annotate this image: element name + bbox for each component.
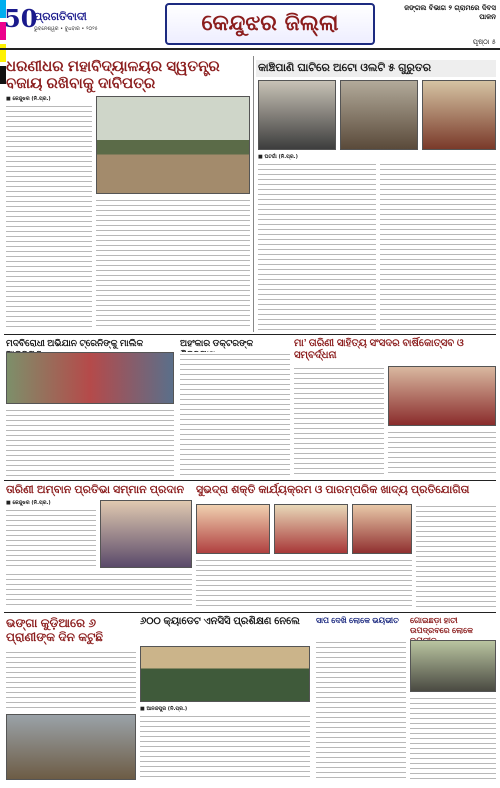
section-divider bbox=[4, 612, 496, 613]
story-headline[interactable]: ଭଙ୍ଗା କୁଡ଼ିଆରେ ୬ ପ୍ରାଣୀଙ୍କ ଦିନ କଟୁଛି bbox=[6, 616, 103, 644]
story-headline[interactable]: ସାପ ଦେଖି ଲୋକେ ଭୟଭୀତ bbox=[316, 616, 399, 625]
side-headline[interactable]: କାଞ୍ଚିପାଣି ଘାଟିରେ ଅଟୋ ଓଲଟି ୫ ଗୁରୁତର bbox=[256, 60, 496, 77]
story-headline[interactable]: ଗୋଇଛଡ଼ା ହାତୀ ଉପଦ୍ରବରେ ଲୋକେ bbox=[410, 616, 473, 635]
article-text bbox=[380, 162, 496, 330]
story-headline[interactable]: ୬୦୦ କ୍ୟାଡେଟ ଏନସିସି ପ୍ରଶିକ୍ଷଣ ନେଲେ bbox=[140, 616, 300, 627]
protest-photo[interactable] bbox=[96, 96, 250, 194]
byline: ■ ଆନନ୍ଦପୁର (ନି.ପ୍ର.) bbox=[140, 706, 188, 712]
event-photo-1[interactable] bbox=[196, 504, 270, 554]
logo-name: ପ୍ରଗତିବାଦୀ bbox=[34, 10, 87, 23]
felicitation-photo[interactable] bbox=[388, 366, 496, 426]
article-text bbox=[316, 640, 406, 780]
newspaper-logo[interactable] bbox=[4, 4, 130, 42]
article-text bbox=[416, 504, 496, 608]
ncc-photo[interactable] bbox=[140, 646, 310, 702]
elephant-photo[interactable] bbox=[410, 640, 496, 692]
article-text bbox=[294, 366, 384, 476]
page-title: କେନ୍ଦୁଝର ଜିଲ୍ଲା bbox=[165, 3, 375, 45]
article-text bbox=[6, 650, 136, 710]
article-text bbox=[96, 198, 250, 330]
event-photo-2[interactable] bbox=[274, 504, 348, 554]
story-headline[interactable]: ଅହଂକାର ଡକ୍ଟରଙ୍କ bbox=[180, 338, 254, 348]
column-rule bbox=[253, 56, 254, 332]
accident-photo-3[interactable] bbox=[422, 80, 496, 150]
article-text bbox=[196, 558, 412, 608]
article-text bbox=[180, 352, 290, 476]
byline: ■ ଘଟଗାଁ (ନି.ପ୍ର.) bbox=[258, 154, 298, 160]
accident-photo-1[interactable] bbox=[258, 80, 336, 150]
story-headline[interactable]: ତାରିଣୀ ଅମ୍ବାନ ପ୍ରତିଭା ସମ୍ମାନ ପ୍ରଦାନ bbox=[6, 484, 185, 496]
section-divider bbox=[4, 480, 496, 481]
edition-line: ଭୁବନେଶ୍ୱର • ବୁଧବାର • ୨୦୨୫ bbox=[34, 26, 98, 32]
event-photo-3[interactable] bbox=[352, 504, 412, 554]
page-number: ପୃଷ୍ଠା ୫ bbox=[472, 38, 496, 46]
article-text bbox=[140, 714, 310, 780]
article-text bbox=[388, 430, 496, 476]
section-divider bbox=[4, 334, 496, 335]
article-text bbox=[410, 696, 496, 780]
story-headline[interactable]: ମା’ ତାରିଣୀ ସାହିତ୍ୟ ସଂସଦର ବାର୍ଷିକୋତ୍ସବ ଓ ସମ୍ବର୍ଦ୍ଧନା bbox=[294, 338, 464, 361]
group-photo[interactable] bbox=[6, 352, 174, 404]
byline: ■ କେନ୍ଦୁଝର (ନି.ପ୍ର.) bbox=[6, 96, 51, 102]
award-photo[interactable] bbox=[100, 500, 192, 568]
article-text bbox=[6, 408, 174, 476]
top-right-teaser[interactable]: ଜଙ୍ଗଲ ବିଭାଗ ୨ ଗ୍ରାମରେ ଦିବସ ପାଳନ bbox=[404, 4, 496, 21]
logo-anniversary-number: 50 bbox=[4, 4, 38, 33]
byline: ■ କେନ୍ଦୁଝର (ନି.ପ୍ର.) bbox=[6, 500, 51, 506]
article-text bbox=[6, 104, 92, 330]
story-headline[interactable]: ସୁଭଦ୍ରା ଶକ୍ତି କାର୍ଯ୍ୟକ୍ରମ ଓ ପାରମ୍ପରିକ ଖାଦ୍ୟ ପ୍ରତିଯୋଗିତା bbox=[196, 484, 470, 496]
story-headline[interactable]: ମଦବିରୋଧୀ ଅଭିଯାନ ଟ୍ରେନିଙ୍କୁ ମାଲିକ bbox=[6, 338, 144, 348]
article-text bbox=[6, 508, 96, 568]
lead-headline[interactable]: ଧରଣୀଧର ମହାବିଦ୍ୟାଳୟର ସ୍ୱତନ୍ତ୍ର ବଜାୟ ରଖିବାକୁ ଦାବିପତ୍ର bbox=[6, 58, 220, 92]
masthead bbox=[0, 0, 500, 50]
article-text bbox=[6, 572, 192, 608]
article-text bbox=[258, 162, 376, 330]
hut-photo[interactable] bbox=[6, 714, 136, 780]
accident-photo-2[interactable] bbox=[340, 80, 418, 150]
